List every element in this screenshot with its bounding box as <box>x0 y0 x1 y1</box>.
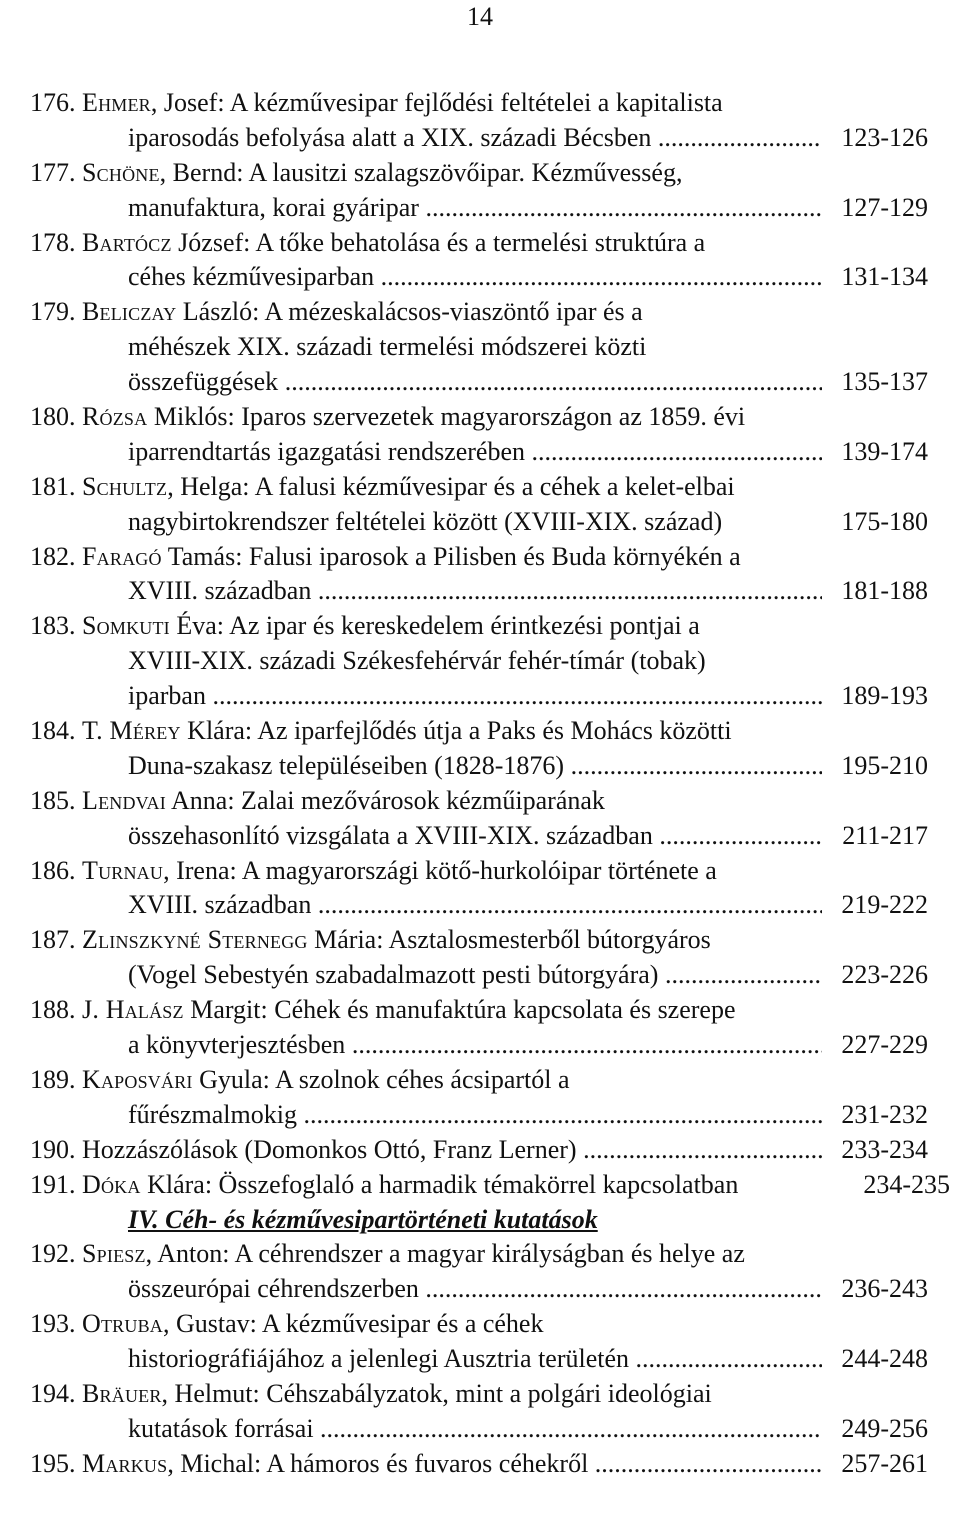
page-range: 219-222 <box>841 890 928 920</box>
entry-continuation: XVIII. században ..... <box>128 574 822 609</box>
entry-text <box>30 714 732 749</box>
entry-title: Klára: Az iparfejlődés útja a Paks és Mohács közötti <box>180 716 732 746</box>
entry-number: 187. <box>30 925 82 955</box>
entry-continuation: összefüggések ..... <box>128 365 822 400</box>
toc-line <box>30 714 950 749</box>
entry-number: 176. <box>30 88 82 117</box>
page-range: 249-256 <box>841 1413 928 1443</box>
toc-line <box>30 679 950 714</box>
page-range: 123-126 <box>841 122 928 152</box>
entry-author: Somkuti <box>82 611 170 641</box>
page-range: 231-232 <box>841 1099 928 1129</box>
entry-text <box>30 784 605 819</box>
entry-title: Miklós: Iparos szervezetek magyarországon az 1859. évi <box>147 402 746 432</box>
entry-number: 184. <box>30 716 82 746</box>
toc-line <box>30 226 950 261</box>
entry-continuation: összehasonlító vizsgálata a XVIII-XIX. században ..... <box>128 819 822 854</box>
entry-text <box>30 540 741 575</box>
entry-title: , Gustav: A kézművesipar és a céhek <box>162 1309 544 1339</box>
page-range: 244-248 <box>841 1344 928 1374</box>
entry-continuation: (Vogel Sebestyén szabadalmazott pesti bútorgyára) ..... <box>128 958 822 993</box>
entry-author: Kaposvári <box>82 1064 193 1094</box>
entry-author: Spiesz <box>82 1239 146 1269</box>
page-range: 131-134 <box>841 262 928 292</box>
entry-continuation: iparosodás befolyása alatt a XIX. századi Bécsben ..... <box>128 121 822 156</box>
entry-continuation: összeurópai céhrendszerben ..... <box>128 1272 822 1307</box>
entry-title: Gyula: A szolnok céhes ácsipartól a <box>192 1064 570 1094</box>
entry-text <box>30 400 745 435</box>
toc-line <box>30 609 950 644</box>
page-range: 127-129 <box>841 192 928 222</box>
toc-line <box>30 1133 950 1168</box>
toc-line <box>30 1342 950 1377</box>
entry-author: T. Mérey <box>82 716 181 746</box>
entry-text <box>30 923 711 958</box>
toc-line <box>30 156 950 191</box>
entry-author: Schöne <box>82 157 160 187</box>
entry-number: 181. <box>30 471 82 501</box>
entry-author: Zlinszkyné Sternegg <box>82 925 308 955</box>
entry-text <box>30 295 643 330</box>
toc-line <box>30 1028 950 1063</box>
page-range: 135-137 <box>841 367 928 397</box>
toc-line <box>30 1098 950 1133</box>
toc-line <box>30 295 950 330</box>
entry-title: Tamás: Falusi iparosok a Pilisben és Buda környékén a <box>161 541 741 571</box>
entry-number: 179. <box>30 297 82 327</box>
page-range: 227-229 <box>841 1030 928 1060</box>
toc-line <box>30 574 950 609</box>
entry-title: Margit: Céhek és manufaktúra kapcsolata és szerepe <box>183 995 736 1025</box>
entry-title: , Irena: A magyarországi kötő-hurkolóipar története a <box>163 855 717 885</box>
toc-line <box>30 1412 950 1447</box>
entry-text <box>30 1063 570 1098</box>
toc-line <box>30 1237 950 1272</box>
toc-line <box>30 1063 950 1098</box>
entry-text <box>30 1168 738 1203</box>
entry-author: J. Halász <box>82 995 184 1025</box>
toc-line <box>30 121 950 156</box>
toc-line <box>30 993 950 1028</box>
toc-line <box>30 435 950 470</box>
entry-text <box>30 1133 822 1168</box>
entry-number: 178. <box>30 227 82 257</box>
entry-number: 188. <box>30 995 82 1025</box>
entry-title: , Helga: A falusi kézművesipar és a céhek a kelet-elbai <box>167 471 735 501</box>
toc-line <box>30 191 950 226</box>
entry-continuation: XVIII. században ..... <box>128 888 822 923</box>
page-range: 233-234 <box>841 1134 928 1164</box>
entry-author: Bartócz <box>82 227 172 257</box>
entry-number: 195. <box>30 1448 82 1478</box>
toc-line <box>30 1377 950 1412</box>
toc-line <box>30 819 950 854</box>
entry-title: , Helmut: Céhszabályzatok, mint a polgári ideológiai <box>161 1378 712 1408</box>
entry-number: 190. <box>30 1134 82 1164</box>
entry-continuation: iparban ..... <box>128 679 822 714</box>
entry-author: Beliczay <box>82 297 177 327</box>
entry-title: Klára: Összefoglaló a harmadik témakörrel kapcsolatban <box>140 1169 739 1199</box>
entry-continuation: méhészek XIX. századi termelési módszerei közti <box>128 332 647 362</box>
entry-title: József: A tőke behatolása és a termelési struktúra a <box>171 227 706 257</box>
entry-continuation: céhes kézművesiparban ..... <box>128 260 822 295</box>
page-range: 211-217 <box>842 820 928 850</box>
toc-line <box>30 540 950 575</box>
toc-line <box>30 749 950 784</box>
page-range: 234-235 <box>863 1169 950 1199</box>
toc-line <box>30 958 950 993</box>
page-number: 14 <box>467 2 493 31</box>
entry-author: Dóka <box>82 1169 141 1199</box>
toc-line <box>30 1307 950 1342</box>
entry-continuation: nagybirtokrendszer feltételei között (XVIII-XIX. század) <box>128 506 723 536</box>
entry-text <box>30 1237 745 1272</box>
entry-number: 180. <box>30 402 82 432</box>
entry-title: , Josef: A kézművesipar fejlődési feltételei a kapitalista <box>150 88 723 117</box>
entry-title: , Anton: A céhrendszer a magyar királyságban és helye az <box>145 1239 745 1269</box>
entry-continuation: historiográfiájához a jelenlegi Ausztria területén ..... <box>128 1342 822 1377</box>
toc-line <box>30 923 950 958</box>
entry-author: Ehmer <box>82 88 151 117</box>
toc-line <box>30 644 950 679</box>
entry-number: 193. <box>30 1309 82 1339</box>
toc-line <box>30 784 950 819</box>
entry-continuation: kutatások forrásai ..... <box>128 1412 822 1447</box>
toc-line <box>30 260 950 295</box>
toc-line <box>30 854 950 889</box>
entry-text <box>30 609 700 644</box>
page-range: 195-210 <box>841 750 928 780</box>
entry-number: 183. <box>30 611 82 641</box>
entry-text <box>30 854 717 889</box>
entry-title: Mária: Asztalosmesterből bútorgyáros <box>307 925 711 955</box>
entry-number: 177. <box>30 157 82 187</box>
entry-text <box>30 1307 543 1342</box>
entry-number: 192. <box>30 1239 82 1269</box>
table-of-contents <box>30 86 950 1482</box>
page-range: 139-174 <box>841 436 928 466</box>
toc-line <box>30 1203 950 1238</box>
entry-continuation: fűrészmalmokig ..... <box>128 1098 822 1133</box>
entry-continuation: manufaktura, korai gyáripar ..... <box>128 191 822 226</box>
page-range: 223-226 <box>841 960 928 990</box>
toc-line <box>30 400 950 435</box>
entry-author: Schultz <box>82 471 168 501</box>
entry-text <box>30 156 682 191</box>
entry-text <box>30 993 736 1028</box>
entry-text <box>30 226 705 261</box>
entry-title: , Bernd: A lausitzi szalagszövőipar. Kézművesség, <box>159 157 683 187</box>
entry-number: 185. <box>30 785 82 815</box>
entry-title: László: A mézeskalácsos-viaszöntő ipar és a <box>176 297 643 327</box>
page-range: 189-193 <box>841 681 928 711</box>
page-range: 181-188 <box>841 576 928 606</box>
entry-author: Rózsa <box>82 402 148 432</box>
entry-number: 189. <box>30 1064 82 1094</box>
entry-continuation: iparrendtartás igazgatási rendszerében ..... <box>128 435 822 470</box>
entry-number: 182. <box>30 541 82 571</box>
toc-line <box>30 1447 950 1482</box>
entry-text <box>30 1447 822 1482</box>
toc-line <box>30 505 950 540</box>
page-range: 257-261 <box>841 1448 928 1478</box>
entry-number: 194. <box>30 1378 82 1408</box>
entry-author: Bräuer <box>82 1378 162 1408</box>
toc-line <box>30 888 950 923</box>
toc-line <box>30 470 950 505</box>
toc-line <box>30 1168 950 1203</box>
page-range: 236-243 <box>841 1274 928 1304</box>
section-heading: IV. Céh- és kézművesipartörténeti kutatások <box>128 1204 598 1234</box>
entry-number: 191. <box>30 1169 82 1199</box>
page-range: 175-180 <box>841 506 928 536</box>
entry-author: Turnau <box>82 855 164 885</box>
entry-author: Markus <box>82 1448 168 1478</box>
entry-title: Anna: Zalai mezővárosok kézműiparának <box>165 785 605 815</box>
entry-text <box>30 470 735 505</box>
entry-continuation: XVIII-XIX. századi Székesfehérvár fehér-tímár (tobak) <box>128 646 706 676</box>
toc-line <box>30 330 950 365</box>
entry-continuation: a könyvterjesztésben ..... <box>128 1028 822 1063</box>
entry-text <box>30 1377 712 1412</box>
entry-author: Faragó <box>82 541 162 571</box>
entry-continuation: Duna-szakasz településeiben (1828-1876) ..... <box>128 749 822 784</box>
entry-number: 186. <box>30 855 82 885</box>
entry-title: , Michal: A hámoros és fuvaros céhekről <box>167 1448 589 1478</box>
entry-author: Otruba <box>82 1309 163 1339</box>
toc-line <box>30 86 950 121</box>
toc-line <box>30 1272 950 1307</box>
entry-text <box>30 86 723 121</box>
entry-author: Lendvai <box>82 785 166 815</box>
entry-title: Hozzászólások (Domonkos Ottó, Franz Lerner) <box>82 1134 577 1164</box>
entry-title: Éva: Az ipar és kereskedelem érintkezési pontjai a <box>169 611 700 641</box>
toc-line <box>30 365 950 400</box>
